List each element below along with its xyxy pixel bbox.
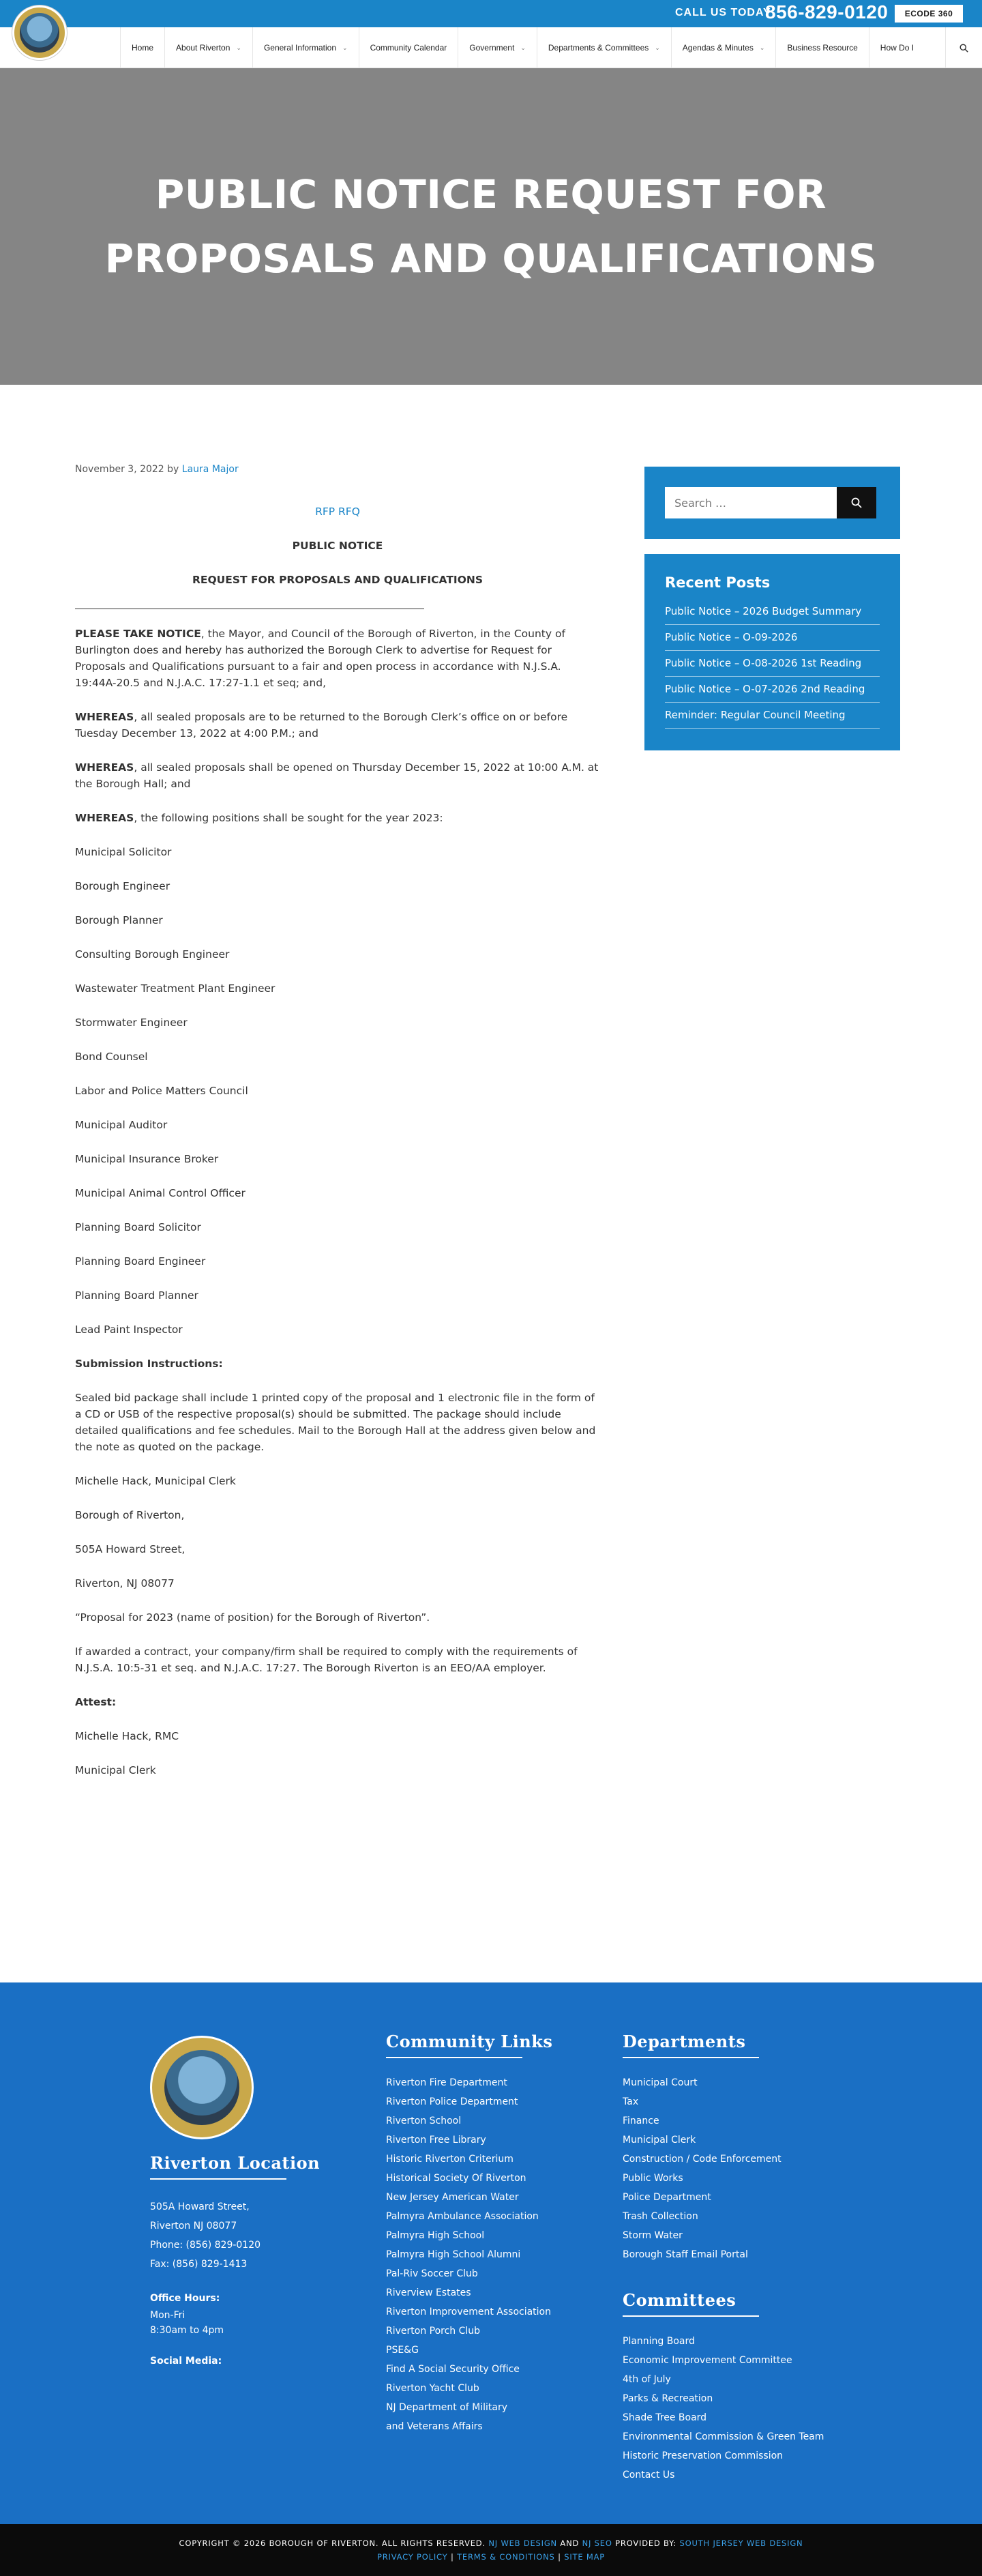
nj-web-design-link[interactable]: NJ WEB DESIGN bbox=[488, 2538, 557, 2548]
committee-link[interactable]: Environmental Commission & Green Team bbox=[623, 2431, 824, 2442]
hours-time: 8:30am to 4pm bbox=[150, 2325, 224, 2336]
main-navigation bbox=[0, 27, 982, 68]
positions-list bbox=[75, 844, 600, 1338]
community-links-list bbox=[386, 2073, 591, 2436]
chevron-down-icon: ⌄ bbox=[236, 44, 241, 51]
article bbox=[75, 461, 600, 1796]
separator: | bbox=[450, 2552, 454, 2562]
attest-name: Michelle Hack, RMC bbox=[75, 1730, 179, 1742]
department-link[interactable]: Municipal Clerk bbox=[623, 2135, 696, 2146]
recent-post-link[interactable]: Public Notice – O-08-2026 1st Reading bbox=[665, 651, 880, 677]
category-link[interactable]: RFP RFQ bbox=[315, 506, 360, 518]
department-link[interactable]: Public Works bbox=[623, 2173, 683, 2184]
address-line: Riverton, NJ 08077 bbox=[75, 1577, 175, 1590]
sidebar-search-widget bbox=[644, 467, 900, 539]
post-meta bbox=[75, 461, 600, 478]
department-link[interactable]: Tax bbox=[623, 2096, 639, 2107]
attest-label-text: Attest: bbox=[75, 1696, 117, 1708]
nav-item-label: Community Calendar bbox=[370, 43, 447, 53]
department-link[interactable]: Municipal Court bbox=[623, 2077, 698, 2088]
recent-posts-list bbox=[665, 599, 880, 729]
attest-label bbox=[75, 1694, 600, 1710]
post-author-link[interactable]: Laura Major bbox=[181, 464, 239, 475]
nav-item-business-resource[interactable] bbox=[775, 27, 868, 68]
footer-fax: Fax: (856) 829-1413 bbox=[150, 2259, 248, 2270]
nav-item-label: Business Resource bbox=[787, 43, 858, 53]
community-title: Community Links bbox=[386, 2032, 553, 2051]
position-item: Municipal Auditor bbox=[75, 1119, 168, 1131]
nav-item-label: Home bbox=[132, 43, 154, 53]
search-submit-button[interactable] bbox=[837, 487, 876, 518]
notice-text: , the Mayor, and Council of the Borough of Riverton, in the County of Burlington does and hereby has authorized the Borough Clerk to advertise for Request for Proposals and Qualifications pursuant to a fair and open process in accordance with N.J.S.A. 19:44A-20.5 and N.J.A.C. 17:27-1.1 et seq; and, bbox=[75, 628, 565, 689]
south-jersey-web-design-link[interactable]: SOUTH JERSEY WEB DESIGN bbox=[679, 2538, 803, 2548]
position-item: Borough Engineer bbox=[75, 880, 170, 892]
submission-heading bbox=[75, 1356, 600, 1372]
nav-item-label: Government bbox=[469, 43, 515, 53]
committees-title: Committees bbox=[623, 2290, 736, 2310]
hours-title: Office Hours: bbox=[150, 2293, 220, 2304]
community-link[interactable]: and Veterans Affairs bbox=[386, 2421, 483, 2432]
location-title: Riverton Location bbox=[150, 2153, 321, 2173]
position-item: Labor and Police Matters Council bbox=[75, 1085, 248, 1097]
page-hero bbox=[0, 68, 982, 385]
department-link[interactable]: Construction / Code Enforcement bbox=[623, 2154, 782, 2165]
community-link[interactable]: Palmyra Ambulance Association bbox=[386, 2211, 539, 2222]
committee-link[interactable]: Shade Tree Board bbox=[623, 2412, 707, 2423]
copyright-bar bbox=[0, 2524, 982, 2576]
committee-link[interactable]: Contact Us bbox=[623, 2470, 675, 2480]
submission-heading-text: Submission Instructions: bbox=[75, 1358, 223, 1370]
nav-item-label: Departments & Committees bbox=[548, 43, 649, 53]
footer-community-links bbox=[386, 2032, 591, 2436]
search-input[interactable]: Search … bbox=[665, 487, 837, 518]
community-link[interactable]: Riverton School bbox=[386, 2116, 462, 2126]
site-map-link[interactable]: SITE MAP bbox=[564, 2552, 605, 2562]
nav-item-departments-committees[interactable] bbox=[537, 27, 671, 68]
whereas-text: , all sealed proposals are to be returned to the Borough Clerk’s office on or before Tuesday December 13, 2022 at 4:00 P.M.; and bbox=[75, 711, 568, 740]
nj-seo-link[interactable]: NJ SEO bbox=[582, 2538, 612, 2548]
community-link[interactable]: Find A Social Security Office bbox=[386, 2364, 520, 2375]
community-link[interactable]: Riverton Improvement Association bbox=[386, 2307, 551, 2317]
copyright-line bbox=[179, 2538, 803, 2548]
terms-link[interactable]: TERMS & CONDITIONS bbox=[457, 2552, 555, 2562]
nav-item-home[interactable] bbox=[120, 27, 164, 68]
footer-location bbox=[150, 2153, 341, 2371]
recent-posts-widget bbox=[644, 554, 900, 750]
position-item: Planning Board Solicitor bbox=[75, 1221, 201, 1233]
chevron-down-icon: ⌄ bbox=[520, 44, 526, 51]
footer-phone: Phone: (856) 829-0120 bbox=[150, 2240, 261, 2251]
community-link[interactable]: Riverton Free Library bbox=[386, 2135, 486, 2146]
attest-title: Municipal Clerk bbox=[75, 1764, 156, 1776]
community-link[interactable]: Historic Riverton Criterium bbox=[386, 2154, 514, 2165]
recent-post-link[interactable]: Public Notice – O-07-2026 2nd Reading bbox=[665, 677, 880, 703]
committee-link[interactable]: Historic Preservation Commission bbox=[623, 2450, 784, 2461]
position-item: Stormwater Engineer bbox=[75, 1016, 188, 1029]
whereas-bold: WHEREAS bbox=[75, 812, 134, 824]
address-line: Borough of Riverton, bbox=[75, 1509, 185, 1521]
community-link[interactable]: PSE&G bbox=[386, 2345, 419, 2356]
nav-item-how-do-i[interactable] bbox=[869, 27, 925, 68]
logo-seal-icon bbox=[20, 13, 59, 53]
site-footer bbox=[0, 1982, 982, 2524]
recent-posts-title: Recent Posts bbox=[665, 574, 771, 591]
search-icon bbox=[851, 497, 862, 508]
committees-list bbox=[623, 2332, 848, 2485]
position-item: Municipal Animal Control Officer bbox=[75, 1187, 246, 1199]
footer-departments bbox=[623, 2032, 848, 2485]
nav-search-button[interactable] bbox=[945, 27, 982, 68]
page-title: PUBLIC NOTICE REQUEST FOR PROPOSALS AND QUALIFICATIONS bbox=[104, 171, 878, 282]
position-item: Lead Paint Inspector bbox=[75, 1323, 183, 1336]
nav-item-about-riverton[interactable] bbox=[164, 27, 252, 68]
community-link[interactable]: Palmyra High School Alumni bbox=[386, 2249, 521, 2260]
address-line: 505A Howard Street, bbox=[75, 1543, 185, 1555]
privacy-policy-link[interactable]: PRIVACY POLICY bbox=[377, 2552, 448, 2562]
call-us-label: CALL US TODAY bbox=[675, 7, 771, 18]
address-line: Michelle Hack, Municipal Clerk bbox=[75, 1475, 236, 1487]
community-link[interactable]: Historical Society Of Riverton bbox=[386, 2173, 526, 2184]
position-item: Municipal Solicitor bbox=[75, 846, 172, 858]
nav-item-community-calendar[interactable] bbox=[359, 27, 458, 68]
nav-menu bbox=[120, 27, 925, 68]
community-link[interactable]: NJ Department of Military bbox=[386, 2402, 508, 2413]
post-date: November 3, 2022 bbox=[75, 464, 164, 475]
whereas-text: , all sealed proposals shall be opened on Thursday December 15, 2022 at 10:00 A.M. at the Borough Hall; and bbox=[75, 761, 599, 790]
paragraph-notice bbox=[75, 626, 600, 691]
contract-text: If awarded a contract, your company/firm shall be required to comply with the requirements of N.J.S.A. 10:5-31 et seq. and N.J.A.C. 17:27. The Borough Riverton is an EEO/AA employer. bbox=[75, 1645, 578, 1674]
whereas-bold: WHEREAS bbox=[75, 761, 134, 774]
department-link[interactable]: Trash Collection bbox=[623, 2211, 698, 2222]
nav-item-general-information[interactable] bbox=[252, 27, 359, 68]
position-item: Planning Board Engineer bbox=[75, 1255, 206, 1268]
community-link[interactable]: Riverton Yacht Club bbox=[386, 2383, 479, 2394]
position-item: Municipal Insurance Broker bbox=[75, 1153, 219, 1165]
paragraph-whereas-2 bbox=[75, 759, 600, 792]
nav-item-label: Agendas & Minutes bbox=[682, 43, 754, 53]
department-link[interactable]: Finance bbox=[623, 2116, 659, 2126]
chevron-down-icon: ⌄ bbox=[342, 44, 348, 51]
provided-text: PROVIDED BY: bbox=[615, 2538, 677, 2548]
community-link[interactable]: Riverton Police Department bbox=[386, 2096, 518, 2107]
top-bar bbox=[0, 0, 982, 27]
position-item: Bond Counsel bbox=[75, 1051, 148, 1063]
position-item: Consulting Borough Engineer bbox=[75, 948, 230, 961]
separator: | bbox=[558, 2552, 561, 2562]
department-link[interactable]: Police Department bbox=[623, 2192, 711, 2203]
phone-link[interactable]: 856-829-0120 bbox=[765, 1, 889, 23]
position-item: Borough Planner bbox=[75, 914, 163, 926]
community-link[interactable]: New Jersey American Water bbox=[386, 2192, 519, 2203]
quote-line: “Proposal for 2023 (name of position) for the Borough of Riverton”. bbox=[75, 1611, 430, 1624]
department-link[interactable]: Storm Water bbox=[623, 2230, 683, 2241]
footer-logo bbox=[150, 2036, 254, 2139]
submission-text: Sealed bid package shall include 1 printed copy of the proposal and 1 electronic file in the form of a CD or USB of the respective proposal(s) should be submitted. The package should include detailed qualifications and fee schedules. Mail to the Borough Hall at the address given below and the note as quoted on the package. bbox=[75, 1392, 596, 1453]
community-link[interactable]: Pal-Riv Soccer Club bbox=[386, 2268, 478, 2279]
site-logo[interactable] bbox=[12, 5, 67, 60]
departments-list bbox=[623, 2073, 848, 2264]
rfp-heading: REQUEST FOR PROPOSALS AND QUALIFICATIONS bbox=[192, 574, 483, 586]
notice-bold: PLEASE TAKE NOTICE bbox=[75, 628, 201, 640]
committee-link[interactable]: 4th of July bbox=[623, 2374, 671, 2385]
position-item: Planning Board Planner bbox=[75, 1289, 198, 1302]
and-text: AND bbox=[560, 2538, 580, 2548]
paragraph-whereas-1 bbox=[75, 709, 600, 742]
address-block bbox=[75, 1473, 600, 1592]
committee-link[interactable]: Economic Improvement Committee bbox=[623, 2355, 792, 2366]
community-link[interactable]: Palmyra High School bbox=[386, 2230, 485, 2241]
nav-item-label: General Information bbox=[263, 43, 337, 53]
nav-item-government[interactable] bbox=[458, 27, 537, 68]
recent-post-link[interactable]: Public Notice – O-09-2026 bbox=[665, 625, 880, 651]
hours-days: Mon-Fri bbox=[150, 2310, 185, 2321]
notice-heading: PUBLIC NOTICE bbox=[292, 540, 383, 552]
address-line-1: 505A Howard Street, bbox=[150, 2201, 250, 2212]
copyright-text: COPYRIGHT © 2026 BOROUGH OF RIVERTON. ALL RIGHTS RESERVED. bbox=[179, 2538, 486, 2548]
nav-item-label: About Riverton bbox=[176, 43, 230, 53]
chevron-down-icon: ⌄ bbox=[655, 44, 660, 51]
search-icon bbox=[959, 44, 968, 53]
post-by: by bbox=[167, 464, 179, 475]
chevron-down-icon: ⌄ bbox=[759, 44, 765, 51]
department-link[interactable]: Borough Staff Email Portal bbox=[623, 2249, 748, 2260]
nav-item-label: How Do I bbox=[880, 43, 914, 53]
paragraph-whereas-3 bbox=[75, 810, 600, 826]
position-item: Wastewater Treatment Plant Engineer bbox=[75, 982, 276, 995]
address-line-2: Riverton NJ 08077 bbox=[150, 2221, 237, 2231]
footer-seal-icon bbox=[164, 2050, 239, 2125]
whereas-text: , the following positions shall be sought for the year 2023: bbox=[134, 812, 443, 824]
ecode360-button[interactable]: ECODE 360 bbox=[895, 5, 963, 23]
community-link[interactable]: Riverview Estates bbox=[386, 2287, 471, 2298]
nav-item-agendas-minutes[interactable] bbox=[671, 27, 776, 68]
committee-link[interactable]: Parks & Recreation bbox=[623, 2393, 713, 2404]
social-title: Social Media: bbox=[150, 2356, 222, 2367]
committee-link[interactable]: Planning Board bbox=[623, 2336, 695, 2347]
recent-post-link[interactable]: Public Notice – 2026 Budget Summary bbox=[665, 599, 880, 625]
whereas-bold: WHEREAS bbox=[75, 711, 134, 723]
community-link[interactable]: Riverton Fire Department bbox=[386, 2077, 507, 2088]
departments-title: Departments bbox=[623, 2032, 746, 2051]
community-link[interactable]: Riverton Porch Club bbox=[386, 2326, 481, 2337]
recent-post-link[interactable]: Reminder: Regular Council Meeting bbox=[665, 703, 880, 729]
policy-links bbox=[377, 2552, 605, 2562]
